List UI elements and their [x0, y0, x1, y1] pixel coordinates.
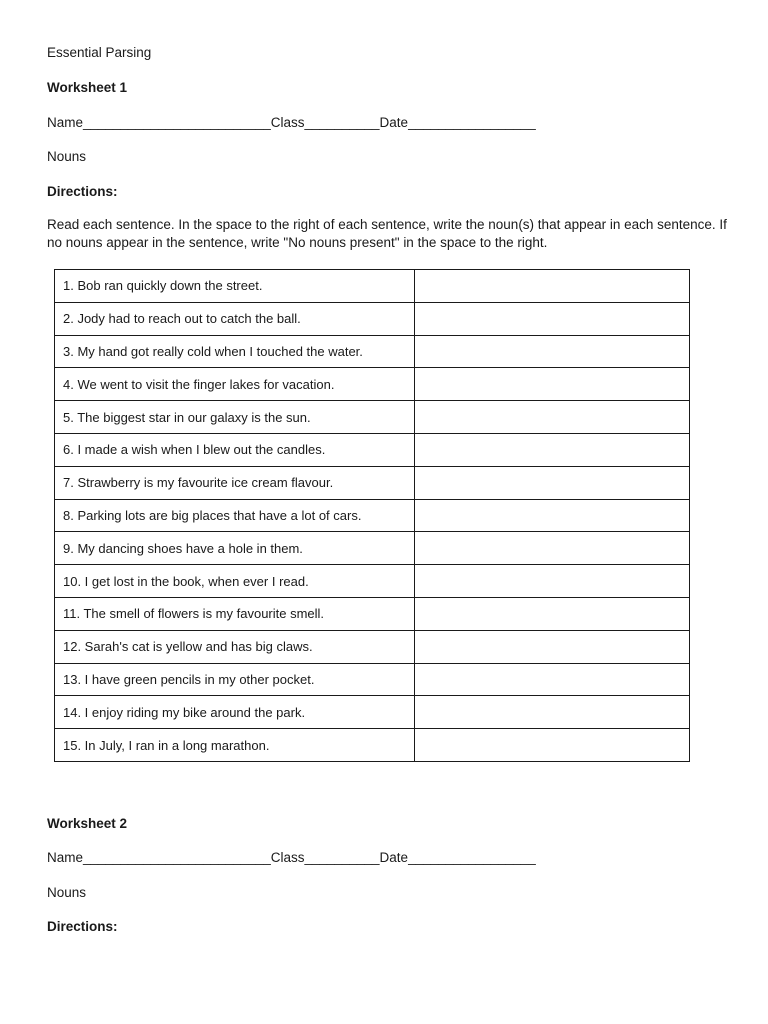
sentence-cell: 15. In July, I ran in a long marathon.: [55, 729, 415, 762]
worksheet-2-info-line: Name_________________________Class__________Date_________________: [47, 850, 536, 865]
table-row: [55, 499, 690, 532]
sentence-cell: 5. The biggest star in our galaxy is the sun.: [55, 401, 415, 434]
answer-cell[interactable]: [415, 499, 690, 532]
table-row: [55, 401, 690, 434]
answer-cell[interactable]: [415, 729, 690, 762]
answer-cell[interactable]: [415, 302, 690, 335]
table-row: [55, 302, 690, 335]
table-row: [55, 368, 690, 401]
worksheet-2-topic: Nouns: [47, 885, 87, 900]
worksheet-1-heading: Worksheet 1: [47, 80, 128, 95]
sentence-cell: 11. The smell of flowers is my favourite smell.: [55, 597, 415, 630]
answer-cell[interactable]: [415, 368, 690, 401]
sentence-cell: 13. I have green pencils in my other pocket.: [55, 663, 415, 696]
sentence-cell: 7. Strawberry is my favourite ice cream flavour.: [55, 466, 415, 499]
sentence-cell: 4. We went to visit the finger lakes for vacation.: [55, 368, 415, 401]
sentence-cell: 3. My hand got really cold when I touched the water.: [55, 335, 415, 368]
table-row: [55, 565, 690, 598]
worksheet-1-sentence-table: [54, 269, 690, 762]
worksheet-2-directions-label: Directions:: [47, 919, 118, 934]
sentence-cell: 12. Sarah's cat is yellow and has big claws.: [55, 630, 415, 663]
table-row: [55, 270, 690, 303]
answer-cell[interactable]: [415, 696, 690, 729]
answer-cell[interactable]: [415, 630, 690, 663]
sentence-cell: 8. Parking lots are big places that have a lot of cars.: [55, 499, 415, 532]
answer-cell[interactable]: [415, 532, 690, 565]
table-row: [55, 696, 690, 729]
table-row: [55, 729, 690, 762]
document-title: Essential Parsing: [47, 45, 152, 60]
answer-cell[interactable]: [415, 597, 690, 630]
sentence-cell: 10. I get lost in the book, when ever I read.: [55, 565, 415, 598]
table-row: [55, 335, 690, 368]
worksheet-1-directions-text: Read each sentence. In the space to the right of each sentence, write the noun(s) that appear in each sentence. If no nouns appear in the sentence, write "No nouns present" in the space to the right.: [47, 217, 727, 250]
answer-cell[interactable]: [415, 270, 690, 303]
worksheet-2-heading: Worksheet 2: [47, 816, 128, 831]
answer-cell[interactable]: [415, 466, 690, 499]
answer-cell[interactable]: [415, 433, 690, 466]
answer-cell[interactable]: [415, 401, 690, 434]
worksheet-1-info-line: Name_________________________Class__________Date_________________: [47, 115, 536, 130]
sentence-cell: 9. My dancing shoes have a hole in them.: [55, 532, 415, 565]
answer-cell[interactable]: [415, 663, 690, 696]
sentence-cell: 1. Bob ran quickly down the street.: [55, 270, 415, 303]
sentence-cell: 6. I made a wish when I blew out the candles.: [55, 433, 415, 466]
worksheet-1-topic: Nouns: [47, 149, 87, 164]
table-row: [55, 663, 690, 696]
table-row: [55, 466, 690, 499]
table-row: [55, 597, 690, 630]
table-row: [55, 630, 690, 663]
sentence-cell: 2. Jody had to reach out to catch the ball.: [55, 302, 415, 335]
answer-cell[interactable]: [415, 335, 690, 368]
sentence-cell: 14. I enjoy riding my bike around the park.: [55, 696, 415, 729]
worksheet-1-directions-label: Directions:: [47, 184, 118, 199]
answer-cell[interactable]: [415, 565, 690, 598]
table-row: [55, 532, 690, 565]
table-row: [55, 433, 690, 466]
